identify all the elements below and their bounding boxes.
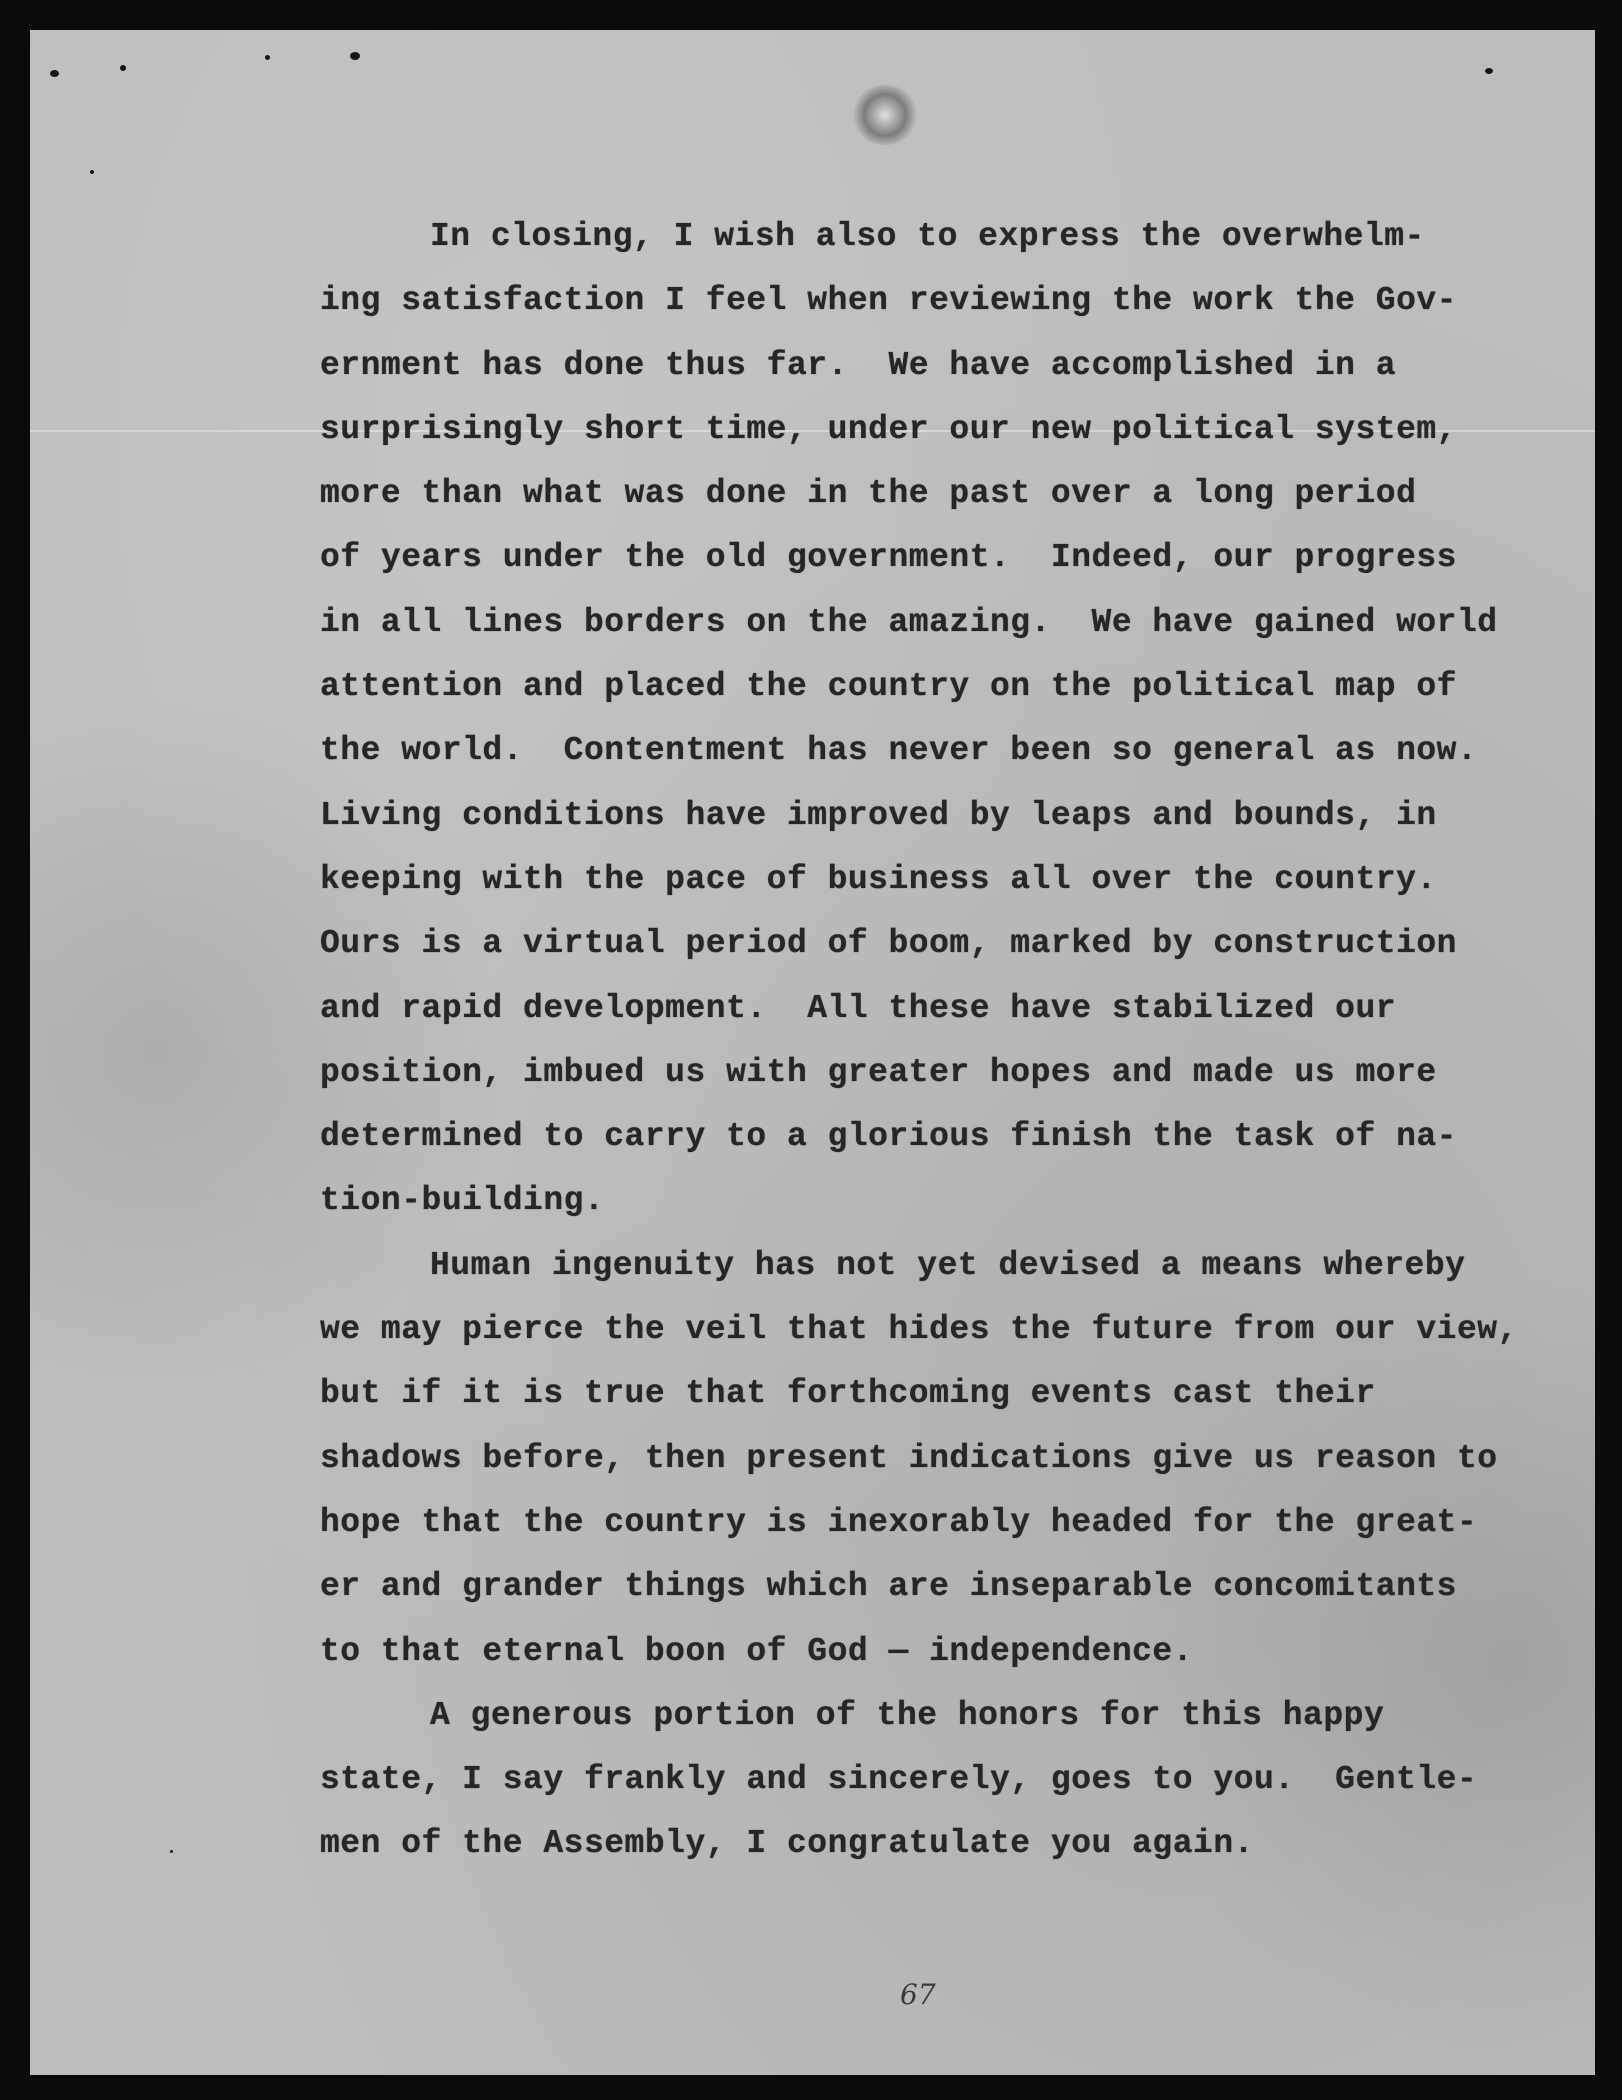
paragraph-1 <box>320 205 1498 1234</box>
text-line: surprisingly short time, under our new political system, <box>320 410 1457 448</box>
page-number: 67 <box>900 1978 936 2011</box>
text-line: tion-building. <box>320 1182 605 1220</box>
text-line: position, imbued us with greater hopes and made us more <box>320 1053 1437 1091</box>
text-line: shadows before, then present indications give us reason to <box>320 1439 1498 1477</box>
text-line: but if it is true that forthcoming events cast their <box>320 1375 1376 1413</box>
body-text <box>320 205 1518 1877</box>
text-line: determined to carry to a glorious finish the task of na- <box>320 1118 1457 1156</box>
text-line: the world. Contentment has never been so general as now. <box>320 732 1478 770</box>
speck <box>1485 68 1493 74</box>
text-line: ing satisfaction I feel when reviewing the work the Gov- <box>320 282 1457 320</box>
text-line: In closing, I wish also to express the overwhelm- <box>430 218 1425 255</box>
text-line: er and grander things which are inseparable concomitants <box>320 1568 1457 1606</box>
speck <box>350 52 360 60</box>
text-line: attention and placed the country on the political map of <box>320 668 1457 706</box>
paragraph-2 <box>320 1234 1518 1684</box>
text-line: state, I say frankly and sincerely, goes to you. Gentle- <box>320 1761 1478 1799</box>
paper-stain <box>850 85 920 145</box>
text-line: Ours is a virtual period of boom, marked by construction <box>320 925 1457 963</box>
text-line: Living conditions have improved by leaps and bounds, in <box>320 796 1437 834</box>
speck <box>265 55 270 60</box>
text-line: Human ingenuity has not yet devised a means whereby <box>430 1246 1466 1284</box>
text-line: ernment has done thus far. We have accomplished in a <box>320 346 1397 384</box>
text-line: in all lines borders on the amazing. We have gained world <box>320 603 1498 641</box>
text-line: we may pierce the veil that hides the future from our view, <box>320 1311 1518 1349</box>
text-line: to that eternal boon of God — independence. <box>320 1632 1194 1670</box>
text-line: hope that the country is inexorably headed for the great- <box>320 1503 1478 1541</box>
text-line: keeping with the pace of business all over the country. <box>320 860 1437 898</box>
speck <box>50 70 59 77</box>
text-line: of years under the old government. Indeed, our progress <box>320 539 1457 577</box>
speck <box>90 170 94 174</box>
text-line: A generous portion of the honors for this happy <box>430 1696 1385 1734</box>
speck <box>170 1850 173 1853</box>
paragraph-3 <box>320 1684 1480 1877</box>
typewritten-page <box>30 30 1595 2075</box>
text-line: more than what was done in the past over a long period <box>320 475 1417 513</box>
speck <box>120 65 126 71</box>
text-line: and rapid development. All these have stabilized our <box>320 989 1397 1027</box>
text-line: men of the Assembly, I congratulate you again. <box>320 1825 1254 1863</box>
